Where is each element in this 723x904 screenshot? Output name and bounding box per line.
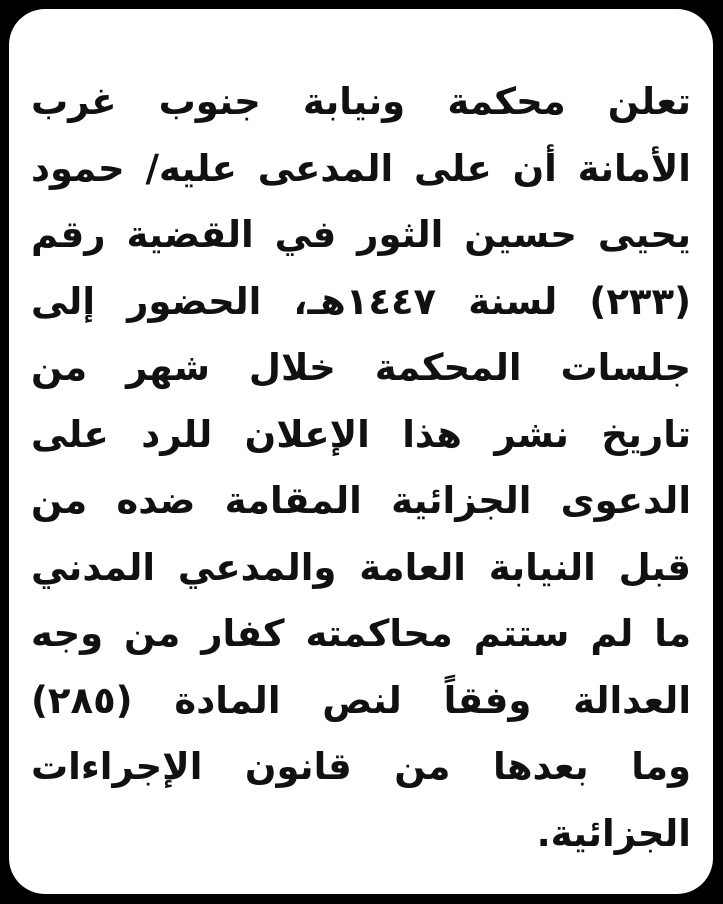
notice-line: قبل النيابة العامة والمدعي المدني — [31, 545, 691, 589]
notice-line: تعلن محكمة ونيابة جنوب غرب — [31, 80, 691, 123]
notice-line: (٢٣٣) لسنة ١٤٤٧هـ، الحضور إلى — [31, 279, 691, 323]
notice-card — [9, 9, 713, 894]
notice-line: الجزائية. — [536, 811, 691, 855]
notice-line: ما لم ستتم محاكمته كفار من وجه — [31, 612, 691, 655]
notice-line: تاريخ نشر هذا الإعلان للرد على — [31, 412, 691, 456]
notice-line: الدعوى الجزائية المقامة ضده من — [31, 479, 691, 522]
notice-line: العدالة وفقاً لنص المادة (٢٨٥) — [31, 678, 691, 722]
notice-line: الأمانة أن على المدعى عليه/ حمود — [31, 146, 691, 190]
notice-line: وما بعدها من قانون الإجراءات — [31, 745, 691, 788]
notice-text — [31, 69, 691, 867]
notice-line: يحيى حسين الثور في القضية رقم — [31, 213, 691, 256]
notice-line: جلسات المحكمة خلال شهر من — [31, 346, 691, 389]
